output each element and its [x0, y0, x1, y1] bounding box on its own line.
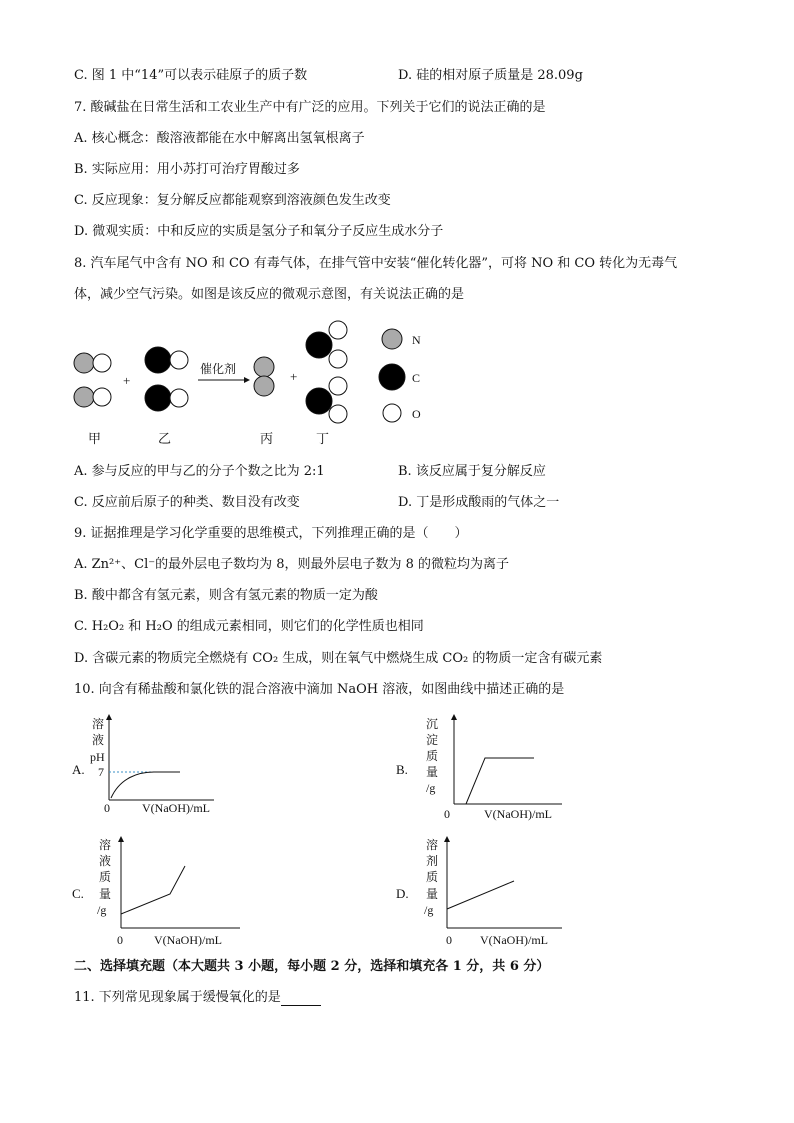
chart-d-ylabel-2: 剂 — [426, 854, 439, 868]
q11-answer-blank[interactable] — [281, 993, 321, 1006]
legend-c-atom — [379, 364, 405, 390]
ding-c-atom-2 — [306, 388, 332, 414]
q8-reaction-diagram — [60, 315, 440, 450]
chart-b-curve — [466, 758, 534, 804]
plus-sign-1: + — [123, 373, 131, 388]
q8-option-b: B. 该反应属于复分解反应 — [398, 464, 546, 479]
q9-option-d: D. 含碳元素的物质完全燃烧有 CO₂ 生成，则在氧气中燃烧生成 CO₂ 的物质一定含有碳元素 — [74, 651, 603, 666]
chart-b-ylabel-1: 沉 — [426, 717, 439, 731]
chart-d-origin: 0 — [446, 933, 452, 947]
chart-a-letter: A. — [72, 762, 85, 777]
label-jia: 甲 — [88, 431, 102, 446]
legend-n-label: N — [412, 333, 421, 347]
chart-d-xlabel: V(NaOH)/mL — [480, 933, 548, 947]
chart-b-ylabel-3: 质 — [426, 749, 439, 763]
bing-n-atom-1 — [254, 357, 274, 377]
chart-d-ylabel-5: /g — [424, 903, 434, 917]
q7-option-d: D. 微观实质：中和反应的实质是氢分子和氧分子反应生成水分子 — [74, 224, 444, 239]
section-2-title: 二、选择填充题（本大题共 3 小题，每小题 2 分，选择和填充各 1 分，共 6 分） — [74, 959, 550, 974]
chart-d-ylabel-3: 质 — [426, 870, 439, 884]
reaction-arrowhead — [244, 377, 250, 383]
q9-stem: 9. 证据推理是学习化学重要的思维模式，下列推理正确的是（ ） — [74, 526, 468, 541]
yi-c-atom-2 — [145, 385, 171, 411]
chart-d-ylabel-4: 量 — [426, 887, 439, 901]
q8-stem-line1: 8. 汽车尾气中含有 NO 和 CO 有毒气体，在排气管中安装“催化转化器”，可将 NO 和 CO 转化为无毒气 — [74, 256, 678, 271]
chart-c-y-arrow — [118, 836, 124, 842]
legend-o-atom — [383, 404, 401, 422]
q7-option-b: B. 实际应用：用小苏打可治疗胃酸过多 — [74, 162, 300, 177]
q6-option-d: D. 硅的相对原子质量是 28.09g — [398, 68, 583, 83]
q6-option-c: C. 图 1 中“14”可以表示硅原子的质子数 — [74, 68, 308, 83]
chart-d-ylabel-1: 溶 — [426, 838, 439, 852]
q11-stem: 11. 下列常见现象属于缓慢氧化的是 — [74, 990, 281, 1005]
ding-o-atom-3 — [329, 377, 347, 395]
q10-chart-a — [68, 712, 238, 822]
yi-o-atom-1 — [170, 351, 188, 369]
q8-option-a: A. 参与反应的甲与乙的分子个数之比为 2:1 — [74, 464, 325, 479]
chart-d-y-arrow — [444, 836, 450, 842]
q7-stem: 7. 酸碱盐在日常生活和工农业生产中有广泛的应用。下列关于它们的说法正确的是 — [74, 100, 546, 115]
chart-c-letter: C. — [72, 886, 84, 901]
bing-n-atom-2 — [254, 376, 274, 396]
chart-a-xlabel: V(NaOH)/mL — [142, 801, 210, 815]
ding-o-atom-2 — [329, 350, 347, 368]
q8-stem-line2: 体，减少空气污染。如图是该反应的微观示意图，有关说法正确的是 — [74, 287, 465, 302]
plus-sign-2: + — [290, 369, 298, 384]
catalyst-label: 催化剂 — [200, 362, 237, 376]
q11-row — [74, 990, 321, 1006]
q10-chart-d — [392, 834, 572, 950]
q10-chart-b — [392, 712, 572, 824]
q8-option-c: C. 反应前后原子的种类、数目没有改变 — [74, 495, 300, 510]
chart-c-ylabel-5: /g — [97, 903, 107, 917]
label-yi: 乙 — [158, 431, 172, 446]
chart-b-ylabel-2: 淀 — [426, 733, 439, 747]
chart-a-origin: 0 — [104, 801, 110, 815]
jia-n-atom-2 — [74, 387, 94, 407]
chart-c-ylabel-4: 量 — [99, 887, 112, 901]
chart-b-ylabel-4: 量 — [426, 765, 439, 779]
legend-o-label: O — [412, 407, 421, 421]
chart-a-tick-7: 7 — [98, 765, 104, 779]
q9-option-c: C. H₂O₂ 和 H₂O 的组成元素相同，则它们的化学性质也相同 — [74, 619, 424, 634]
chart-b-xlabel: V(NaOH)/mL — [484, 807, 552, 821]
legend-c-label: C — [412, 371, 421, 385]
chart-a-ylabel-2: 液 — [92, 733, 105, 747]
q7-option-c: C. 反应现象：复分解反应都能观察到溶液颜色发生改变 — [74, 193, 391, 208]
yi-c-atom-1 — [145, 347, 171, 373]
q8-option-d: D. 丁是形成酸雨的气体之一 — [398, 495, 560, 510]
chart-a-ylabel-1: 溶 — [92, 717, 105, 731]
q7-option-a: A. 核心概念：酸溶液都能在水中解离出氢氧根离子 — [74, 131, 365, 146]
ding-c-atom-1 — [306, 332, 332, 358]
chart-a-ylabel-3: pH — [90, 750, 105, 764]
chart-b-origin: 0 — [444, 807, 450, 821]
chart-b-ylabel-5: /g — [426, 781, 436, 795]
chart-c-ylabel-3: 质 — [99, 870, 112, 884]
legend-n-atom — [382, 329, 402, 349]
chart-b-letter: B. — [396, 762, 408, 777]
q9-option-a: A. Zn²⁺、Cl⁻的最外层电子数均为 8，则最外层电子数为 8 的微粒均为离子 — [74, 557, 510, 572]
yi-o-atom-2 — [170, 389, 188, 407]
chart-a-y-arrow — [106, 714, 112, 720]
chart-a-curve — [111, 772, 180, 798]
q10-chart-c — [68, 834, 248, 950]
chart-c-xlabel: V(NaOH)/mL — [154, 933, 222, 947]
label-ding: 丁 — [316, 431, 330, 446]
chart-c-curve — [121, 866, 185, 914]
ding-o-atom-1 — [329, 321, 347, 339]
chart-c-origin: 0 — [117, 933, 123, 947]
jia-o-atom-2 — [93, 388, 111, 406]
q9-option-b: B. 酸中都含有氢元素，则含有氢元素的物质一定为酸 — [74, 588, 378, 603]
q10-stem: 10. 向含有稀盐酸和氯化铁的混合溶液中滴加 NaOH 溶液，如图曲线中描述正确的是 — [74, 682, 565, 697]
ding-o-atom-4 — [329, 405, 347, 423]
chart-c-ylabel-1: 溶 — [99, 838, 112, 852]
chart-b-y-arrow — [451, 714, 457, 720]
chart-c-ylabel-2: 液 — [99, 854, 112, 868]
jia-o-atom-1 — [93, 354, 111, 372]
chart-d-letter: D. — [396, 886, 409, 901]
label-bing: 丙 — [260, 431, 274, 446]
jia-n-atom-1 — [74, 353, 94, 373]
chart-d-curve — [447, 881, 514, 909]
